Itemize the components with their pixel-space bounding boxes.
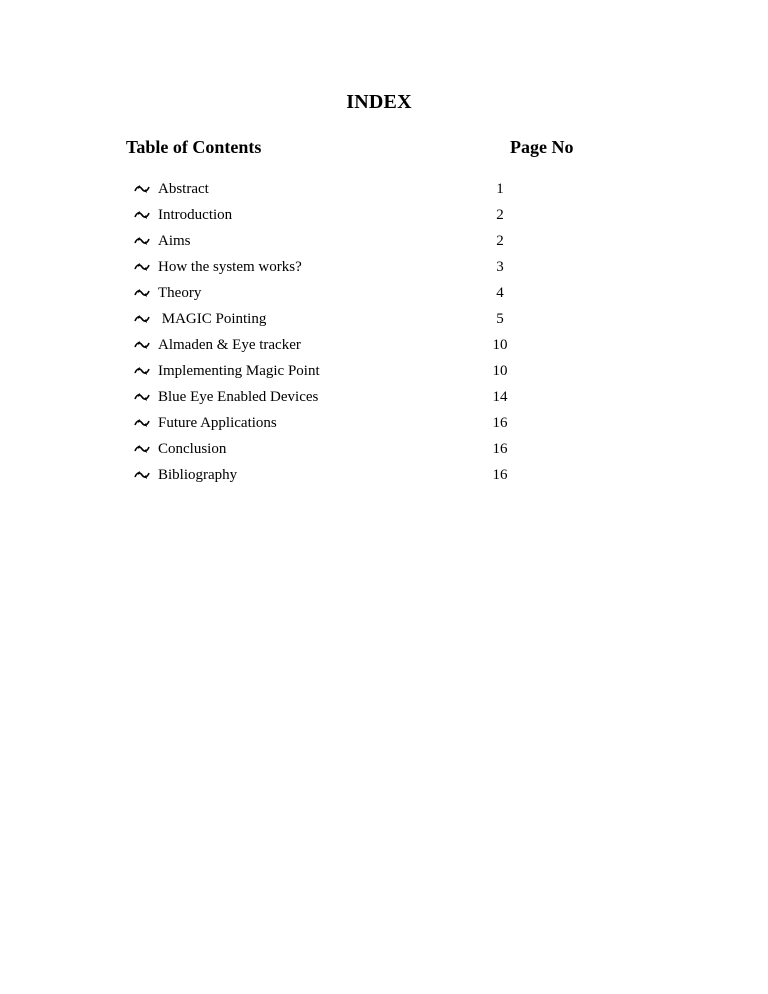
toc-entry-label: Conclusion (158, 441, 227, 457)
floral-heart-bullet-icon (134, 443, 150, 455)
toc-entry (134, 361, 594, 387)
toc-entry-page: 1 (496, 181, 504, 197)
toc-entry-page: 4 (496, 285, 504, 301)
toc-entry (134, 283, 594, 309)
floral-heart-bullet-icon (134, 235, 150, 247)
toc-entry (134, 257, 594, 283)
toc-entry-label: How the system works? (158, 259, 302, 275)
floral-heart-bullet-icon (134, 313, 150, 325)
toc-entry-label: Blue Eye Enabled Devices (158, 389, 319, 405)
toc-entry-label: Implementing Magic Point (158, 363, 320, 379)
floral-heart-bullet-icon (134, 339, 150, 351)
toc-entry-label: Future Applications (158, 415, 277, 431)
toc-entry-label: Aims (158, 233, 191, 249)
toc-entry-label: Introduction (158, 207, 233, 223)
toc-entry (134, 439, 594, 465)
floral-heart-bullet-icon (134, 417, 150, 429)
toc-entry-label: Bibliography (158, 467, 238, 483)
floral-heart-bullet-icon (134, 261, 150, 273)
toc-entry (134, 413, 594, 439)
toc-entry (134, 465, 594, 491)
toc-entry-page: 14 (492, 389, 508, 405)
table-of-contents (134, 179, 594, 491)
toc-entry (134, 231, 594, 257)
toc-entry-label: MAGIC Pointing (158, 311, 267, 327)
toc-entry-page: 2 (496, 233, 504, 249)
toc-entry-label: Abstract (158, 181, 209, 197)
toc-entry-page: 16 (492, 441, 508, 457)
floral-heart-bullet-icon (134, 183, 150, 195)
toc-entry-page: 16 (492, 415, 508, 431)
floral-heart-bullet-icon (134, 209, 150, 221)
toc-entry (134, 309, 594, 335)
toc-entry-label: Theory (158, 285, 202, 301)
floral-heart-bullet-icon (134, 365, 150, 377)
toc-entry-page: 10 (492, 337, 508, 353)
page-number-column-header: Page No (510, 137, 574, 157)
toc-entry-label: Almaden & Eye tracker (158, 337, 301, 353)
toc-entry-page: 5 (496, 311, 504, 327)
toc-entry-page: 10 (492, 363, 508, 379)
toc-entry (134, 387, 594, 413)
floral-heart-bullet-icon (134, 391, 150, 403)
toc-entry (134, 179, 594, 205)
toc-entry (134, 335, 594, 361)
floral-heart-bullet-icon (134, 287, 150, 299)
page-title: INDEX (346, 91, 412, 113)
toc-entry (134, 205, 594, 231)
floral-heart-bullet-icon (134, 469, 150, 481)
toc-entry-page: 3 (496, 259, 504, 275)
toc-entry-page: 16 (492, 467, 508, 483)
toc-entry-page: 2 (496, 207, 504, 223)
toc-column-header: Table of Contents (126, 137, 262, 157)
